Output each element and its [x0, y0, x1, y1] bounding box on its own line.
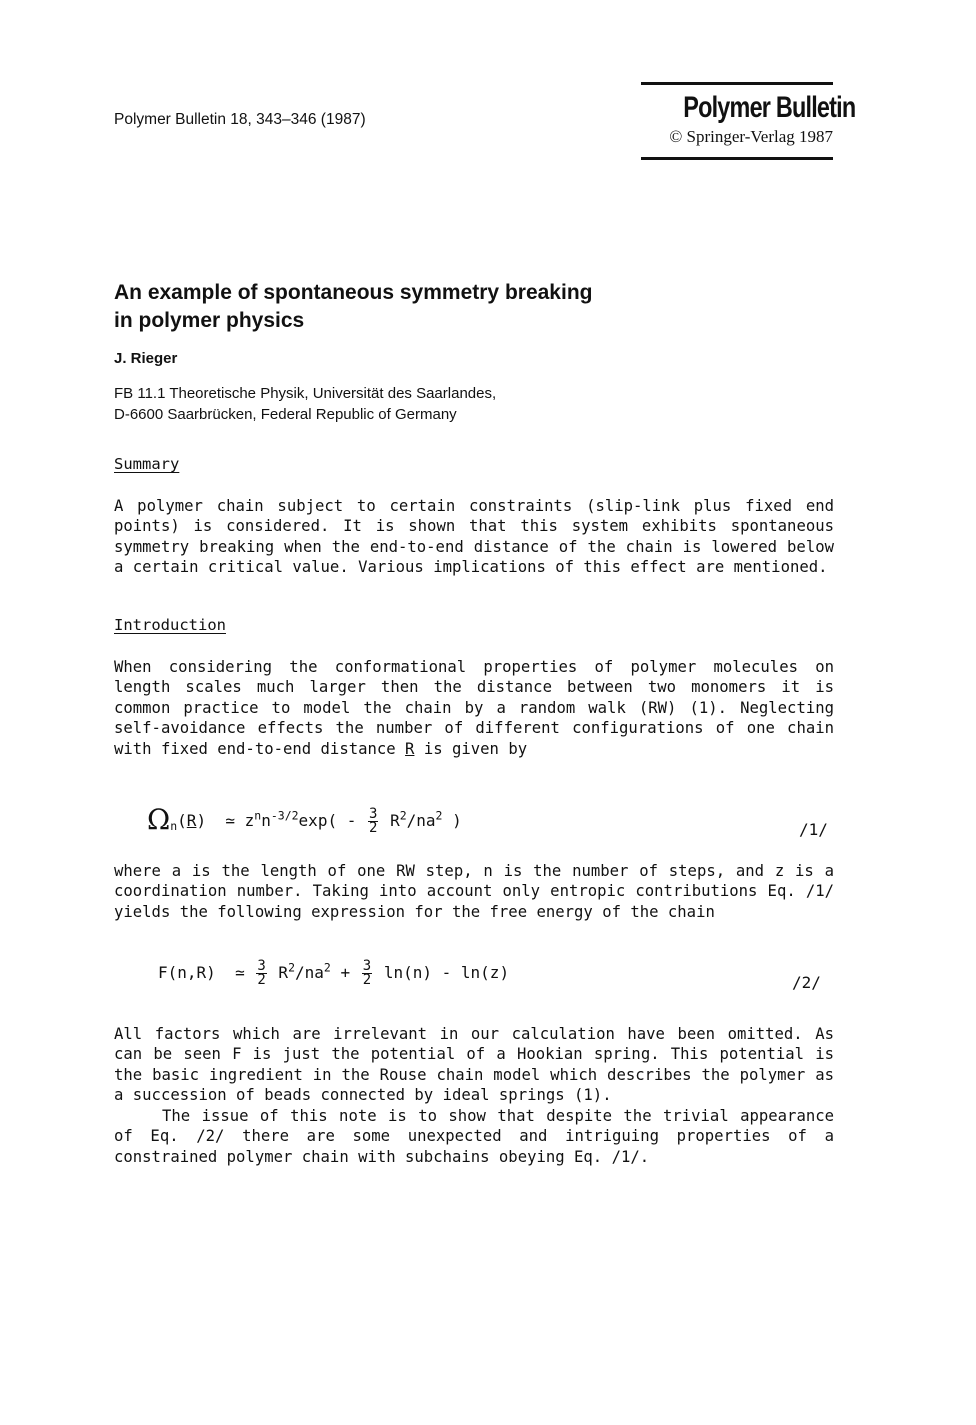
author-name: J. Rieger — [114, 350, 178, 367]
paren-close: ) — [196, 811, 207, 830]
equation-1-number: /1/ — [799, 820, 828, 839]
superscript-2: 2 — [288, 960, 295, 975]
fraction-numerator: 3 — [368, 806, 378, 822]
subscript-n: n — [170, 819, 178, 834]
fraction-three-halves — [368, 808, 378, 835]
introduction-paragraph-4: The issue of this note is to show that despite the trivial appearance of Eq. /2/ there are some unexpected and intriguing properties of a constrained polymer chain with subchains obeying Eq. /1/. — [114, 1107, 834, 1166]
superscript-2: 2 — [435, 808, 443, 823]
title-line-2: in polymer physics — [114, 309, 305, 332]
superscript-exponent: -3/2 — [270, 808, 299, 823]
masthead-bottom-rule — [641, 157, 833, 160]
masthead-top-rule — [641, 82, 833, 85]
introduction-paragraph-3: All factors which are irrelevant in our calculation have been omitted. As can be seen F is just the potential of a Hookian spring. This potential is the basic ingredient in the Rouse chain model which describes the polymer as a succession of beads connected by ideal springs (1). — [114, 1025, 834, 1105]
superscript-2: 2 — [323, 960, 331, 975]
r-var: R — [390, 811, 400, 830]
vector-r-symbol: R — [405, 739, 415, 758]
journal-name: Polymer Bulletin — [683, 91, 856, 124]
fraction-three-halves — [362, 960, 372, 987]
fraction-numerator: 3 — [257, 958, 266, 974]
na-term: /na — [295, 963, 324, 982]
copyright-notice: © Springer-Verlag 1987 — [669, 127, 833, 146]
introduction-paragraph-1 — [114, 657, 834, 759]
equation-2 — [158, 960, 509, 987]
plus-symbol: + — [340, 963, 351, 982]
superscript-n: n — [254, 808, 262, 823]
summary-heading: Summary — [114, 455, 180, 473]
free-energy-lhs: F(n,R) — [158, 963, 216, 982]
introduction-paragraph-2: where a is the length of one RW step, n is the number of steps, and z is a coordination number. Taking into account only entropic contributions Eq. /1/ yields the following expression for the free energy of the chain — [114, 862, 834, 921]
fraction-denominator: 2 — [368, 820, 378, 836]
fraction-denominator: 2 — [362, 972, 372, 988]
fraction-denominator: 2 — [257, 972, 266, 988]
paragraph-text: When considering the conformational properties of polymer molecules on length scales much larger then the distance between two monomers it is common practice to model the chain by a random walk (RW) (1). Neglecting self-avoidance effects the number of different configurations of one chain with fixed end-to-end distance — [114, 658, 834, 758]
approx-symbol: ≃ — [225, 811, 235, 830]
summary-paragraph: A polymer chain subject to certain constraints (slip-link plus fixed end points) is considered. It is shown that this system exhibits spontaneous symmetry breaking when the end-to-end distance of the chain is lowered below a certain critical value. Various implications of this effect are mentioned. — [114, 497, 834, 577]
title-line-1: An example of spontaneous symmetry breaking — [114, 281, 593, 304]
introduction-heading: Introduction — [114, 616, 226, 634]
equation-1 — [147, 803, 462, 836]
log-terms: ln(n) - ln(z) — [383, 963, 510, 982]
author-affiliation — [114, 383, 496, 425]
paren-open: ( — [177, 811, 187, 830]
fraction-three-halves — [256, 960, 266, 987]
r-var: R — [278, 963, 289, 982]
journal-citation: Polymer Bulletin 18, 343–346 (1987) — [114, 111, 366, 128]
paragraph-text-end: is given by — [414, 739, 528, 758]
affiliation-line-1: FB 11.1 Theoretische Physik, Universität des Saarlandes, — [114, 385, 497, 402]
vector-r: R — [186, 811, 197, 830]
n-var: n — [261, 811, 271, 830]
na-term: /na — [406, 811, 436, 830]
affiliation-line-2: D-6600 Saarbrücken, Federal Republic of Germany — [114, 406, 457, 423]
fraction-numerator: 3 — [362, 958, 372, 974]
superscript-2: 2 — [399, 808, 407, 823]
journal-masthead — [641, 82, 856, 160]
approx-symbol: ≃ — [235, 963, 245, 982]
paren-close: ) — [452, 811, 462, 830]
article-title — [114, 279, 734, 335]
omega-symbol: Ω — [147, 803, 171, 836]
exp-open: exp( - — [298, 811, 357, 830]
equation-2-number: /2/ — [792, 973, 821, 992]
z-var: z — [244, 811, 255, 830]
